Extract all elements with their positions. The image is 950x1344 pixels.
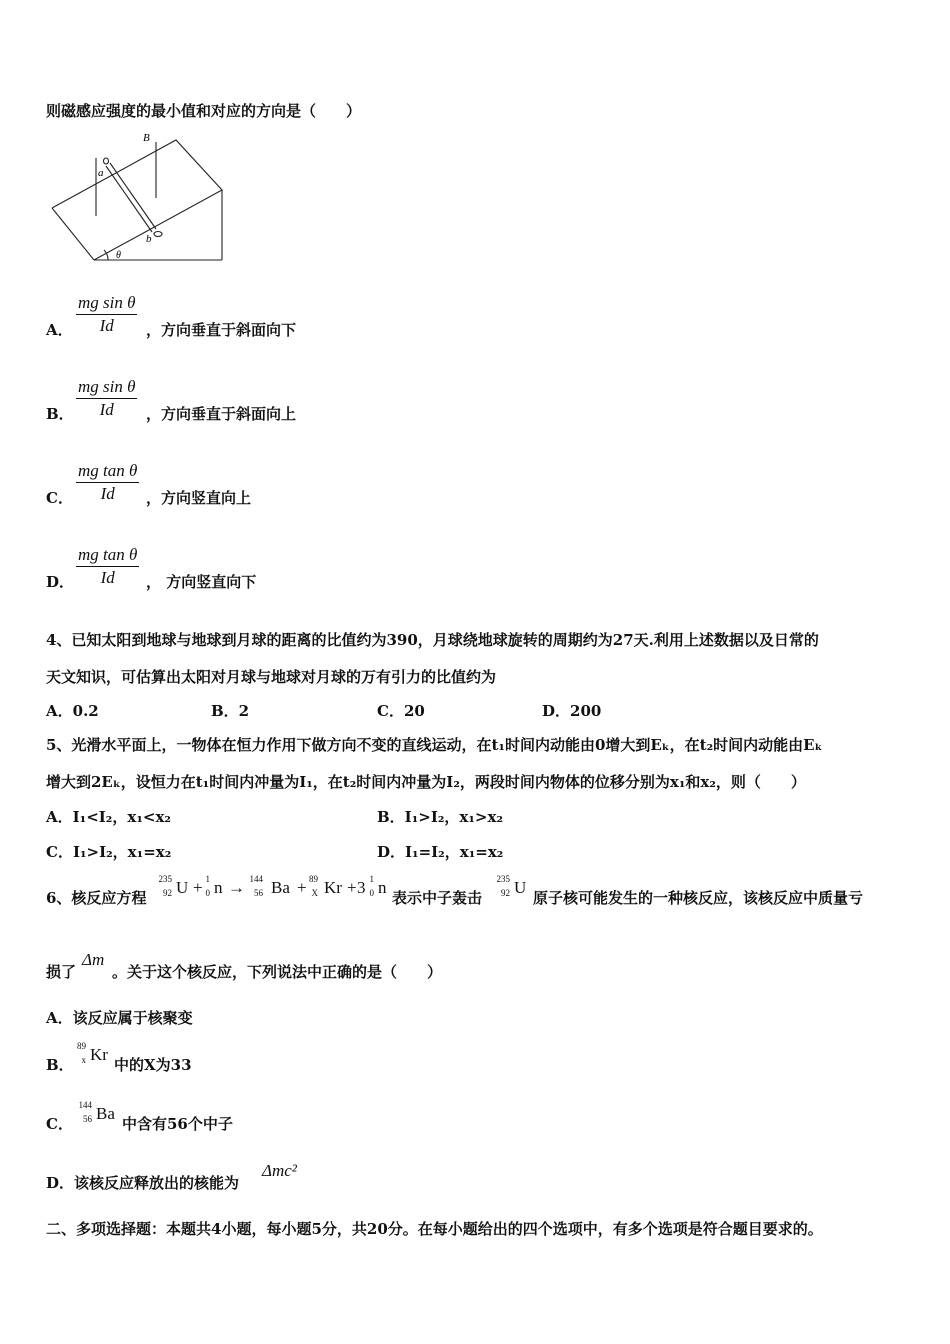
option-d-numerator: mg tan θ	[78, 545, 138, 564]
n-charge: 0	[205, 888, 210, 898]
ba-mass: 144	[249, 874, 263, 884]
option-b-fraction	[76, 377, 137, 420]
section-2-heading: 二、多项选择题：本题共4小题，每小题5分，共20分。在每小题给出的四个选项中，有多个选项是符合题目要求的。	[46, 1220, 823, 1238]
q5-option-a: A．I₁<I₂，x₁<x₂	[46, 808, 171, 826]
plus-sign-1: +	[193, 878, 203, 897]
q6-option-d-text: D．该核反应释放出的核能为	[46, 1174, 240, 1192]
option-c-letter: C．	[46, 489, 73, 507]
bac-symbol: Ba	[96, 1104, 115, 1123]
nuclide-kr89	[306, 874, 346, 904]
option-a-letter: A．	[46, 321, 73, 339]
reaction-arrow: →	[228, 878, 245, 897]
q5-option-d: D．I₁=I₂，x₁=x₂	[377, 843, 504, 861]
n-symbol: n	[214, 878, 223, 897]
nuclide-ba-option	[74, 1100, 120, 1130]
kr-mass: 89	[309, 874, 318, 884]
q6-line2-a: 损了	[46, 963, 77, 981]
label-a: a	[98, 167, 104, 179]
q5-option-b: B．I₁>I₂，x₁>x₂	[377, 808, 504, 826]
nuclide-u235	[156, 874, 190, 904]
q5-line2: 增大到2Eₖ，设恒力在t₁时间内冲量为I₁，在t₂时间内冲量为I₂，两段时间内物体的位移分别为x₁和x₂，则（ ）	[46, 773, 806, 791]
u2-mass: 235	[496, 874, 510, 884]
option-d-letter: D．	[46, 573, 75, 591]
nuclide-kr-option	[74, 1041, 114, 1071]
option-d-denominator: Id	[100, 568, 115, 587]
option-b-numerator: mg sin θ	[78, 377, 136, 396]
q6-eq-suffix: 原子核可能发生的一种核反应，该核反应中质量亏	[533, 889, 864, 907]
kr-charge: X	[311, 888, 318, 898]
q6-eq-mid: 表示中子轰击	[392, 889, 483, 907]
q6-option-b-text: 中的X为33	[114, 1056, 192, 1074]
u-symbol: U	[176, 878, 189, 897]
option-b-letter: B．	[46, 405, 74, 423]
ba-symbol: Ba	[271, 878, 290, 897]
option-a-fraction	[76, 293, 137, 336]
n-mass: 1	[205, 874, 210, 884]
option-d-text: ， 方向竖直向下	[146, 573, 257, 591]
option-c-text: ，方向竖直向上	[146, 489, 252, 507]
q4-option-c: C．20	[377, 702, 425, 720]
q6-option-c-text: 中含有56个中子	[122, 1115, 233, 1133]
option-b-text: ，方向垂直于斜面向上	[146, 405, 297, 423]
q5-option-c: C．I₁>I₂，x₁=x₂	[46, 843, 172, 861]
option-b-denominator: Id	[99, 400, 114, 419]
krb-mass: 89	[77, 1041, 86, 1051]
u-charge: 92	[163, 888, 172, 898]
plus-sign-2: +	[297, 878, 307, 897]
q4-option-a: A．0.2	[46, 702, 99, 720]
nuclide-ba144	[247, 874, 297, 904]
q5-line1: 5、光滑水平面上，一物体在恒力作用下做方向不变的直线运动，在t₁时间内动能由0增大到Eₖ，在t₂时间内动能由Eₖ	[46, 736, 823, 754]
bac-charge: 56	[83, 1114, 92, 1124]
delta-m	[82, 950, 104, 970]
q6-line2-b: 。关于这个核反应，下列说法中正确的是（ ）	[112, 963, 443, 981]
q3-stem: 则磁感应强度的最小值和对应的方向是（ ）	[46, 102, 362, 120]
incline-figure	[46, 128, 236, 268]
u-mass: 235	[158, 874, 172, 884]
label-b: b	[146, 233, 152, 245]
label-B: B	[143, 132, 150, 144]
u2-symbol: U	[514, 878, 527, 897]
option-a-numerator: mg sin θ	[78, 293, 136, 312]
q6-prefix: 6、核反应方程	[46, 889, 147, 907]
nuclide-u235-target	[494, 874, 530, 904]
nuclide-neutron-product	[366, 874, 390, 904]
option-c-fraction	[76, 461, 139, 504]
n2-mass: 1	[369, 874, 374, 884]
q6-option-b-letter: B．	[46, 1056, 74, 1074]
q6-option-c-letter: C．	[46, 1115, 73, 1133]
option-c-denominator: Id	[100, 484, 115, 503]
q4-option-b: B．2	[211, 702, 250, 720]
nuclide-neutron	[202, 874, 226, 904]
q6-option-a: A．该反应属于核聚变	[46, 1009, 193, 1027]
q4-line2: 天文知识，可估算出太阳对月球与地球对月球的万有引力的比值约为	[46, 668, 497, 686]
plus-sign-3: +	[347, 878, 357, 897]
n2-charge: 0	[369, 888, 374, 898]
option-a-text: ，方向垂直于斜面向下	[146, 321, 297, 339]
delta-mc2: Δmc²	[262, 1161, 297, 1180]
option-a-denominator: Id	[99, 316, 114, 335]
u2-charge: 92	[501, 888, 510, 898]
q4-option-d: D．200	[542, 702, 602, 720]
kr-symbol: Kr	[324, 878, 342, 897]
delta-m-text: Δm	[82, 950, 105, 969]
label-theta: θ	[116, 250, 121, 261]
option-d-fraction	[76, 545, 139, 588]
option-c-numerator: mg tan θ	[78, 461, 138, 480]
neutron-coefficient: 3	[357, 878, 366, 897]
ba-charge: 56	[254, 888, 263, 898]
bac-mass: 144	[78, 1100, 92, 1110]
krb-charge: x	[81, 1055, 86, 1065]
q4-line1: 4、已知太阳到地球与地球到月球的距离的比值约为390，月球绕地球旋转的周期约为27天.利用上述数据以及日常的	[46, 631, 819, 649]
n2-symbol: n	[378, 878, 387, 897]
krb-symbol: Kr	[90, 1045, 108, 1064]
